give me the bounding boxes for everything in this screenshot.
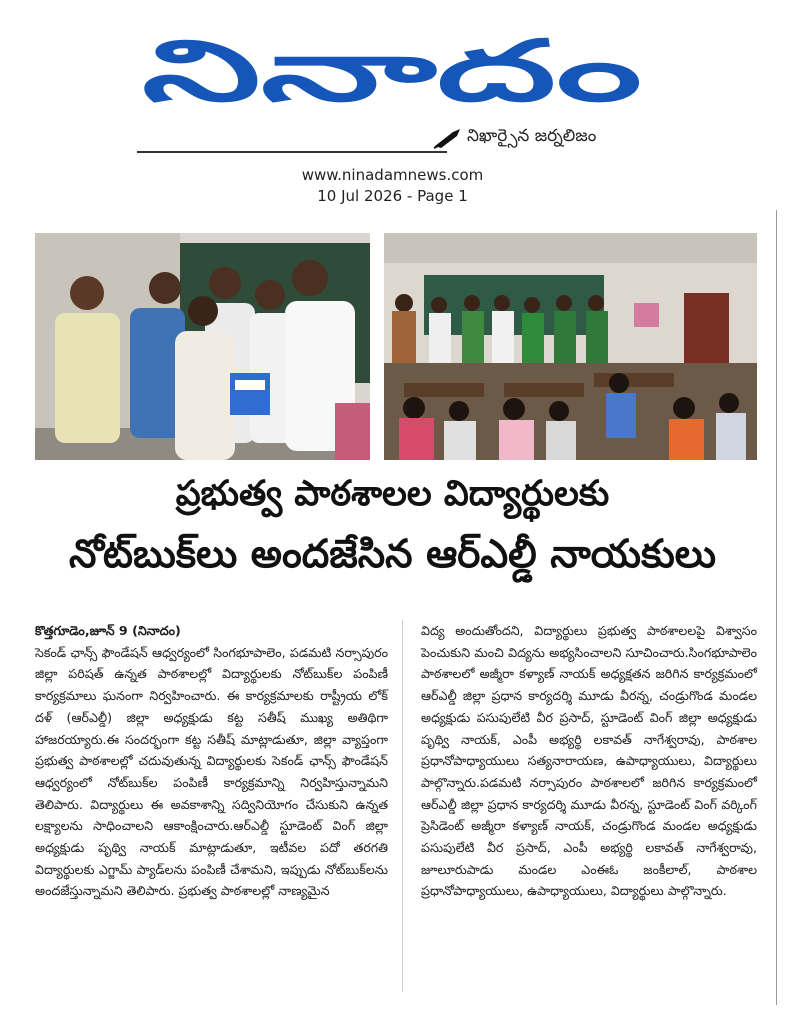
newspaper-logo [140,20,645,115]
headline-line-2: నోట్‌బుక్‌లు అందజేసిన ఆర్ఎల్డీ నాయకులు [69,532,716,577]
pen-nib-icon [433,126,463,150]
article-body-col1: సెకండ్ ఛాన్స్ ఫౌండేషన్ ఆధ్వర్యంలో సింగభూపాలెం, పడమటి నర్సాపురం జిల్లా పరిషత్ ఉన్నత పాఠశాలల్లో విద్యార్థులకు నోట్‌బుక్‌ల పంపిణీ కార్యక్రమాలు ఘనంగా నిర్వహించారు. ఈ కార్యక్రమాలకు రాష్ట్రీయ లోక్ దళ్ (ఆర్ఎల్డీ) జిల్లా అధ్యక్షుడు కట్ట సతీష్ ముఖ్య అతిథిగా హాజరయ్యారు.ఈ సందర్భంగా కట్ట సతీష్ మాట్లాడుతూ, జిల్లా వ్యాప్తంగా ప్రభుత్వ పాఠశాలల్లో చదువుతున్న విద్యార్థులకు సెకండ్ ఛాన్స్ ఫౌండేషన్ ఆధ్వర్యంలో నోట్‌బుక్‌ల పంపిణీ కార్యక్రమాన్ని నిర్వహిస్తున్నామని తెలిపారు. విద్యార్థులు ఈ అవకాశాన్ని సద్వినియోగం చేసుకుని ఉన్నత లక్ష్యాలను సాధించాలని ఆకాంక్షించారు.ఆర్ఎల్డీ స్టూడెంట్ వింగ్ జిల్లా అధ్యక్షుడు పృథ్వి నాయక్ మాట్లాడుతూ, ఇటీవల పదో తరగతి విద్యార్థులకు ఎగ్జామ్ ప్యాడ్‌లను పంపిణీ చేశామని, ఇప్పుడు నోట్‌బుక్‌లను అందజేస్తున్నామని తెలిపారు. ప్రభుత్వ పాఠశాలల్లో నాణ్యమైన [35,644,388,899]
website-url[interactable]: www.ninadamnews.com [301,166,484,184]
article-column-2 [421,620,757,902]
article-column-1 [35,620,388,902]
masthead-rule [137,151,447,153]
article-body-col2: విద్య అందుతోందని, విద్యార్థులు ప్రభుత్వ పాఠశాలలపై విశ్వాసం పెంచుకుని మంచి విద్యను అభ్యసించాలని సూచించారు.సింగభూపాలెం పాఠశాలలో అజ్మీరా కళ్యాణ్ నాయక్ అధ్యక్షతన జరిగిన కార్యక్రమంలో ఆర్ఎల్డీ జిల్లా ప్రధాన కార్యదర్శి మూడు వీరన్న, చండ్రుగొండ మండల అధ్యక్షుడు పసుపులేటి వీర ప్రసాద్, స్టూడెంట్ వింగ్ జిల్లా అధ్యక్షుడు పృథ్వి నాయక్, ఎంపీ అభ్యర్థి లకావత్ నాగేశ్వరావు, పాఠశాల ప్రధానోపాధ్యాయులు సత్యనారాయణ, ఉపాధ్యాయులు, విద్యార్థులు పాల్గొన్నారు.పడమటి నర్సాపురం పాఠశాలలో జరిగిన కార్యక్రమంలో ఆర్ఎల్డీ జిల్లా ప్రధాన కార్యదర్శి మూడు వీరన్న, స్టూడెంట్ వింగ్ వర్కింగ్ ప్రెసిడెంట్ అజ్మీరా కళ్యాణ్ నాయక్, చండ్రుగొండ మండల అధ్యక్షుడు పసుపులేటి వీర ప్రసాద్, ఎంపీ అభ్యర్థి లకావత్ నాగేశ్వరావు, జూలూరుపాడు మండల ఎంఈఓ జంకీలాల్, పాఠశాల ప్రధానోపాధ్యాయులు, ఉపాధ్యాయులు, విద్యార్థులు పాల్గొన్నారు. [421,623,757,899]
column-divider [402,620,403,992]
masthead [0,0,785,210]
story-dateline: కొత్తగూడెం,జూన్ 9 (నినాదం) [35,623,181,638]
tagline [433,126,596,150]
tagline-text: నిఖార్సైన జర్నలిజం [467,126,597,146]
photo-notebook-handover [35,233,370,460]
headline-line-1: ప్రభుత్వ పాఠశాలల విద్యార్థులకు [175,474,610,514]
edition-date-page: 10 Jul 2026 - Page 1 [317,187,468,205]
right-divider [776,210,777,1005]
logo-text: నినాదం [142,22,642,115]
photo-classroom-students [384,233,757,460]
